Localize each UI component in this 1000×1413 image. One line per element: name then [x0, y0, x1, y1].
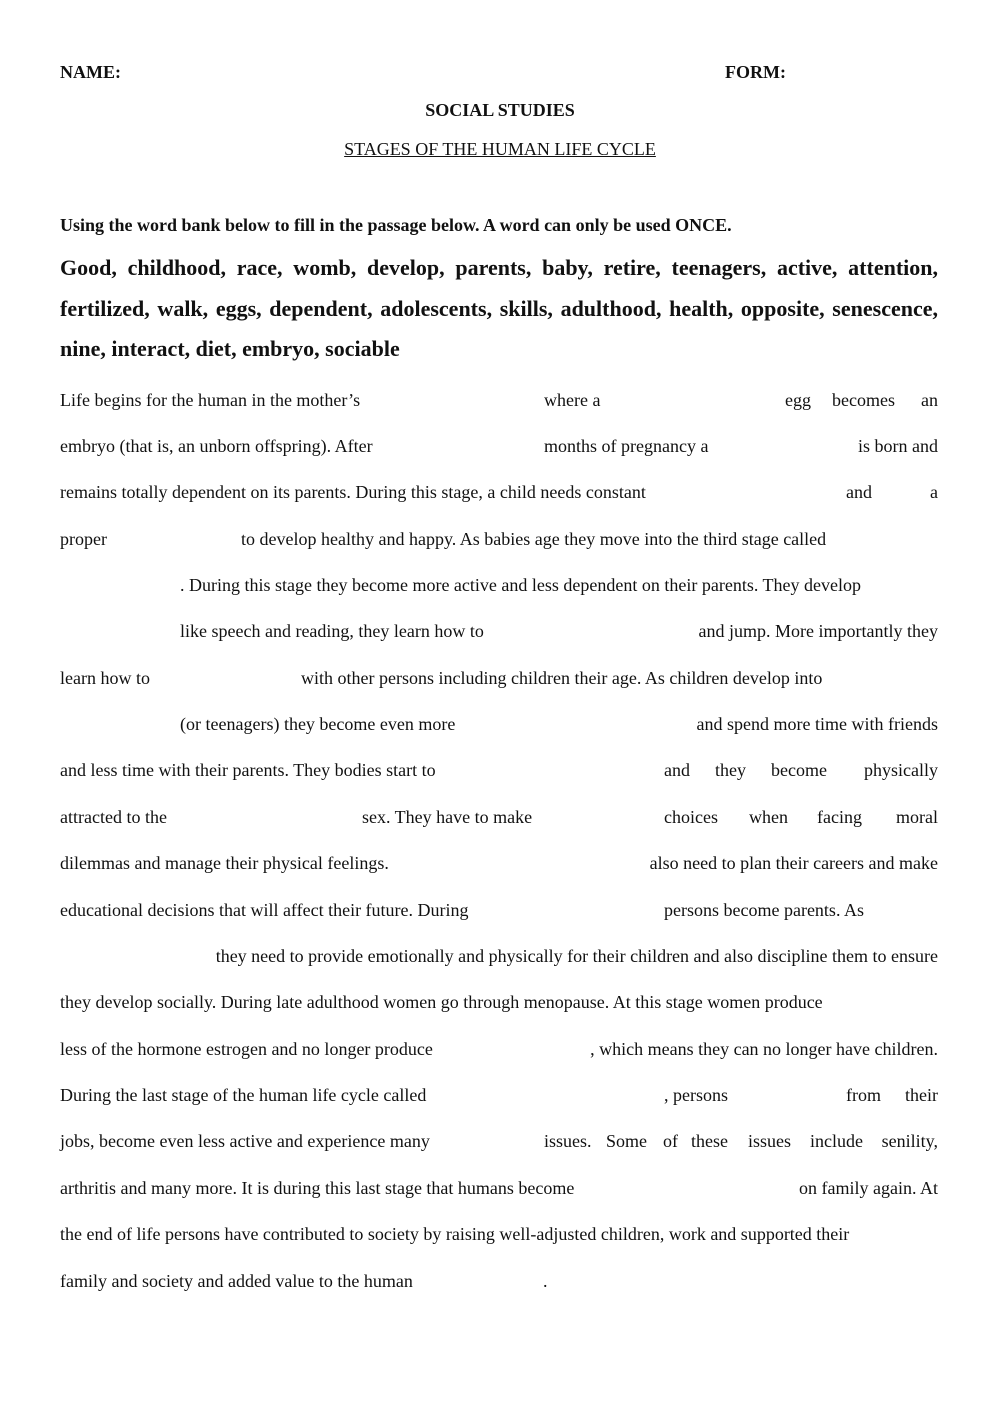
passage-text: jobs, become even less active and experience many — [60, 1131, 430, 1151]
passage-text: like speech and reading, they learn how to — [180, 621, 484, 641]
passage-line — [60, 481, 938, 527]
topic-title-text: STAGES OF THE HUMAN LIFE CYCLE — [344, 139, 656, 159]
passage-text: they develop socially. During late adulthood women go through menopause. At this stage women produce — [60, 992, 823, 1012]
passage-text: remains totally dependent on its parents. During this stage, a child needs constant — [60, 482, 646, 502]
passage-text: , which means they can no longer have children. — [590, 1039, 938, 1059]
passage-text: issues. — [544, 1131, 592, 1151]
passage-text: attracted to the — [60, 807, 167, 827]
passage-line — [60, 991, 938, 1037]
passage-text: months of pregnancy a — [544, 436, 709, 456]
passage-text: sex. They have to make — [362, 807, 533, 827]
passage-text: on family again. At — [799, 1178, 938, 1198]
subject-title: SOCIAL STUDIES — [425, 100, 575, 120]
passage-text: (or teenagers) they become even more — [180, 714, 456, 734]
passage-text: embryo (that is, an unborn offspring). After — [60, 436, 373, 456]
passage-text: is born and — [858, 436, 938, 456]
passage-text: the end of life persons have contributed to society by raising well-adjusted children, work and supported their — [60, 1224, 850, 1244]
passage-text: they need to provide emotionally and physically for their children and also discipline them to ensure — [215, 946, 938, 966]
passage-text: include — [810, 1131, 863, 1151]
passage-text: and less time with their parents. They bodies start to — [60, 760, 436, 780]
topic-title — [0, 139, 1000, 160]
passage-line — [60, 899, 938, 945]
passage-line — [60, 1270, 938, 1316]
passage-text: egg — [785, 390, 811, 410]
passage-text: Some — [606, 1131, 648, 1151]
passage-text: and — [664, 760, 690, 780]
passage-text: becomes — [832, 390, 895, 410]
form-label: FORM: — [725, 62, 786, 82]
passage-line — [60, 1084, 938, 1130]
word-bank: Good, childhood, race, womb, develop, parents, baby, retire, teenagers, active, attention, fertilized, walk, eggs, dependent, adolescents, skills, adulthood, health, opposite, senescence, nine, interact, diet, embryo, sociable — [60, 255, 938, 362]
passage-line — [60, 620, 938, 666]
passage-text: learn how to — [60, 668, 150, 688]
passage-text: facing — [817, 807, 862, 827]
passage-line — [60, 713, 938, 759]
passage-text: their — [905, 1085, 938, 1105]
passage-line — [60, 852, 938, 898]
passage-line — [60, 1177, 938, 1223]
passage-line — [60, 945, 938, 991]
passage-text: . — [543, 1271, 548, 1291]
passage-text: and — [846, 482, 872, 502]
passage-text: become — [771, 760, 827, 780]
passage-text: where a — [544, 390, 601, 410]
passage-text: a — [930, 482, 938, 502]
passage-line — [60, 1038, 938, 1084]
passage-line — [60, 1223, 938, 1269]
passage-text: an — [921, 390, 938, 410]
passage-text: from — [846, 1085, 881, 1105]
passage-text: with other persons including children their age. As children develop into — [301, 668, 823, 688]
passage-text: these — [691, 1131, 728, 1151]
passage-text: also need to plan their careers and make — [649, 853, 938, 873]
passage-text: and spend more time with friends — [696, 714, 938, 734]
passage-text: arthritis and many more. It is during this last stage that humans become — [60, 1178, 575, 1198]
passage-line — [60, 806, 938, 852]
passage-text: family and society and added value to the human — [60, 1271, 413, 1291]
passage-line — [60, 667, 938, 713]
passage-text: Life begins for the human in the mother’s — [60, 390, 361, 410]
passage-text: less of the hormone estrogen and no longer produce — [60, 1039, 433, 1059]
passage-text: to develop healthy and happy. As babies age they move into the third stage called — [241, 529, 827, 549]
passage-text: choices — [664, 807, 718, 827]
passage-line — [60, 528, 938, 574]
passage-text: moral — [896, 807, 938, 827]
passage-text: , persons — [664, 1085, 728, 1105]
passage-text: issues — [748, 1131, 792, 1151]
passage-line — [60, 1130, 938, 1176]
passage-line — [60, 389, 938, 435]
passage-text: senility, — [881, 1131, 938, 1151]
passage-text: when — [749, 807, 788, 827]
passage-text: of — [663, 1131, 678, 1151]
passage-text: physically — [864, 760, 938, 780]
passage-line — [60, 574, 938, 620]
passage-text: educational decisions that will affect their future. During — [60, 900, 469, 920]
passage-line — [60, 435, 938, 481]
passage-text: dilemmas and manage their physical feelings. — [60, 853, 389, 873]
passage-text: and jump. More importantly they — [698, 621, 938, 641]
name-label: NAME: — [60, 62, 121, 82]
passage-text: persons become parents. As — [664, 900, 864, 920]
passage-line — [60, 759, 938, 805]
passage-text: proper — [60, 529, 107, 549]
instructions: Using the word bank below to fill in the passage below. A word can only be used ONCE. — [60, 215, 732, 235]
passage-text: they — [715, 760, 746, 780]
passage-text: During the last stage of the human life cycle called — [60, 1085, 427, 1105]
passage-text: . During this stage they become more active and less dependent on their parents. They develop — [180, 575, 861, 595]
